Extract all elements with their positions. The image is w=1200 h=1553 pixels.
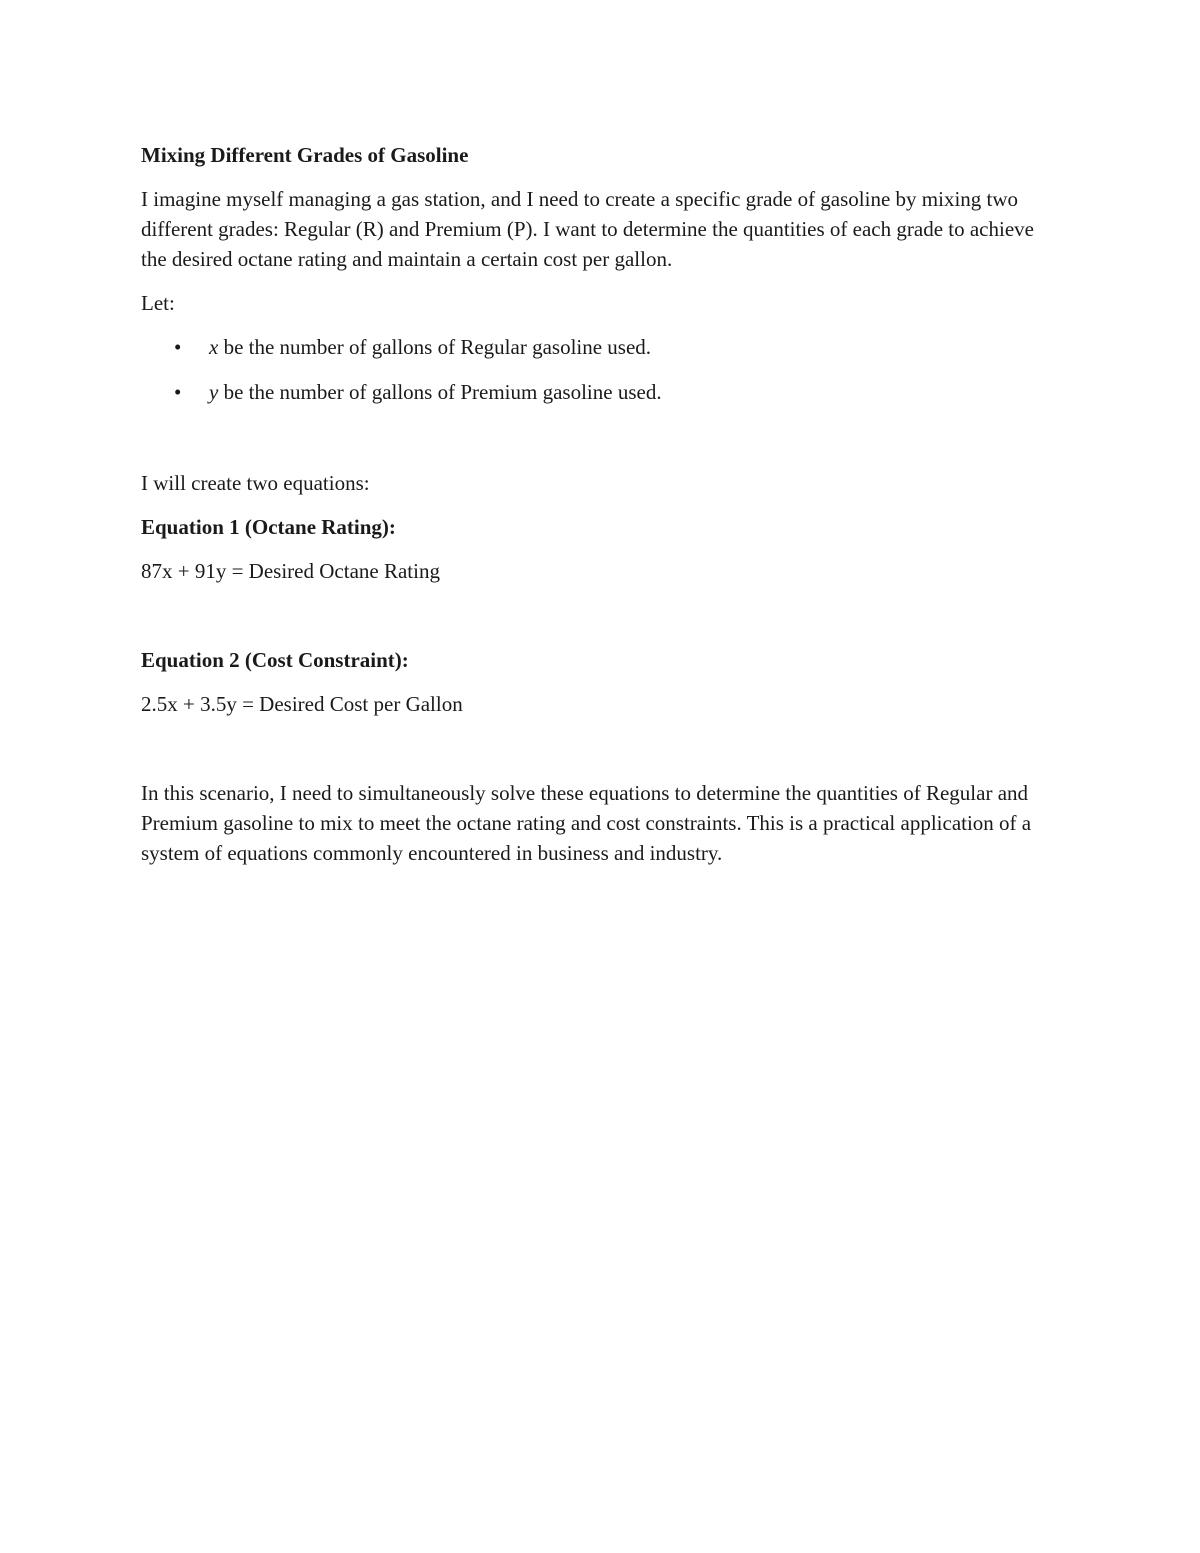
bullet-icon: • (174, 380, 182, 404)
equation2-heading: Equation 2 (Cost Constraint): (141, 648, 409, 672)
list-item (141, 377, 1061, 407)
let-label: Let: (141, 291, 175, 315)
variable-description: be the number of gallons of Premium gasoline used. (218, 380, 662, 404)
conclusion-paragraph: In this scenario, I need to simultaneously solve these equations to determine the quantities of Regular and Premium gasoline to mix to meet the octane rating and cost constraints. This is a practical application of a system of equations commonly encountered in business and industry. (141, 781, 1032, 865)
document-page (141, 140, 1061, 882)
variable-name: y (209, 380, 219, 404)
intro-paragraph: I imagine myself managing a gas station, and I need to create a specific grade of gasoline by mixing two different grades: Regular (R) and Premium (P). I want to determine the quantities of each grade to achieve the desired octane rating and maintain a certain cost per gallon. (141, 187, 1034, 271)
document-title: Mixing Different Grades of Gasoline (141, 143, 469, 167)
spacer (141, 733, 1061, 778)
spacer (141, 422, 1061, 468)
equations-intro: I will create two equations: (141, 471, 370, 495)
equation1-heading: Equation 1 (Octane Rating): (141, 515, 396, 539)
variable-description: be the number of gallons of Regular gasoline used. (218, 335, 652, 359)
variable-name: x (209, 335, 219, 359)
list-item (141, 332, 1061, 362)
bullet-icon: • (174, 335, 182, 359)
variable-list (141, 332, 1061, 407)
equation1-formula: 87x + 91y = Desired Octane Rating (141, 559, 440, 583)
equation2-formula: 2.5x + 3.5y = Desired Cost per Gallon (141, 692, 463, 716)
spacer (141, 600, 1061, 645)
